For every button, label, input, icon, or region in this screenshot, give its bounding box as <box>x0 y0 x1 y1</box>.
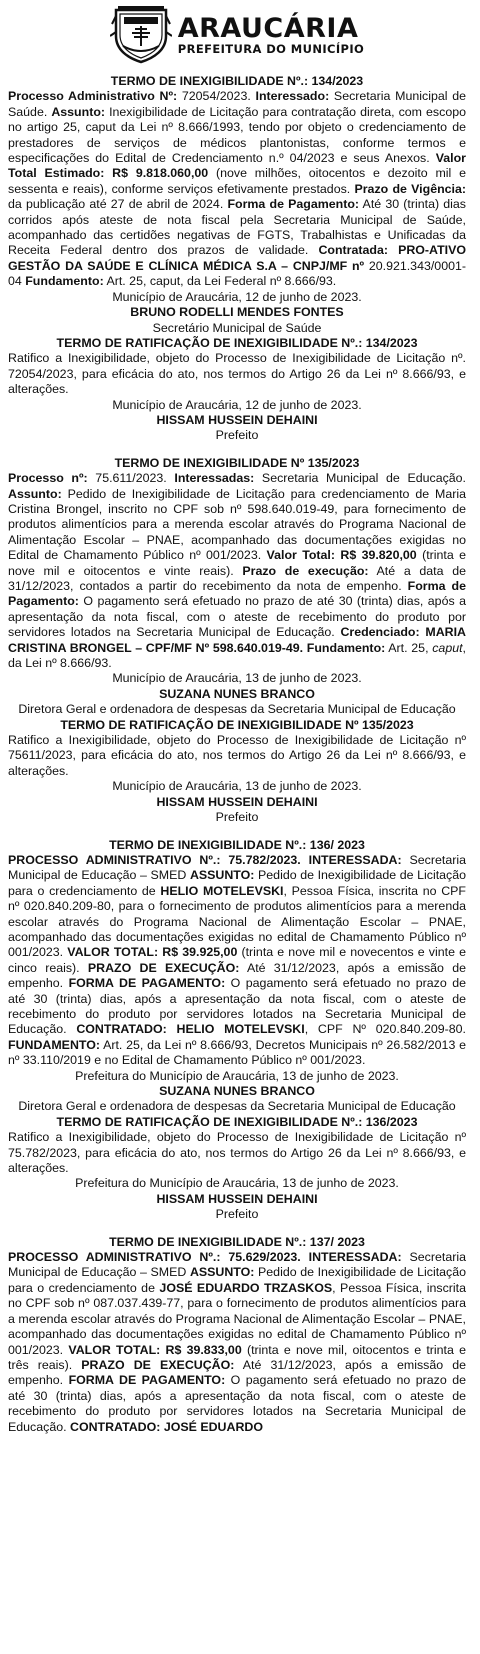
value: (trinta e nove mil e novecentos e vinte e cinco reais). <box>8 945 466 975</box>
ratification-135-signer: HISSAM HUSSEIN DEHAINI <box>156 794 318 809</box>
value-italic: caput <box>432 640 463 655</box>
label: ASSUNTO: <box>189 1265 255 1280</box>
term-135-date: Município de Araucária, 13 de junho de 2023. <box>112 671 362 686</box>
label: Forma de Pagamento: <box>227 197 360 212</box>
label: Interessado: <box>255 89 330 104</box>
header <box>8 4 466 66</box>
ratification-136-date: Prefeitura do Município de Araucária, 13 de junho de 2023. <box>75 1176 399 1191</box>
term-135 <box>8 456 466 826</box>
value: Secretaria Municipal de Educação. <box>254 471 467 486</box>
term-135-role: Diretora Geral e ordenadora de despesas da Secretaria Municipal de Educação <box>18 702 456 717</box>
value: (trinta e nove mil e oitocentos e vinte reais). <box>8 548 466 578</box>
label: CONTRATADO: HELIO MOTELEVSKI <box>76 1022 305 1037</box>
value: Pedido de Inexigibilidade de Licitação para o credenciamento de <box>8 1265 467 1295</box>
label: Processo Administrativo Nº: <box>8 89 178 104</box>
value: Secretaria Municipal de Saúde. <box>8 89 466 119</box>
value: O pagamento será efetuado no prazo de até 30 (trinta) dias, após a apresentação da nota fiscal, com o ateste de recebimento do produto por servidores lotados na Secretaria Municipal de Educação. <box>8 1373 466 1434</box>
label: Valor Total Estimado: R$ 9.818.060,00 <box>8 151 466 181</box>
ratification-135-date: Município de Araucária, 13 de junho de 2023. <box>112 779 362 794</box>
term-135-title: TERMO DE INEXIGIBILIDADE Nº 135/2023 <box>114 455 360 470</box>
value: Inexigibilidade de Licitação para contratação direta, com escopo no artigo 25, caput da Lei nº 8.666/1993, tendo por objeto o credenciamento de prestadores de serviços de médicos plantonistas, conforme termos e especificações do Edital de Credenciamento n.º 04/2023 e seus Anexos. <box>8 104 466 166</box>
label: Prazo de Vigência: <box>354 181 467 196</box>
ratification-136-title: TERMO DE RATIFICAÇÃO DE INEXIGIBILIDADE Nº.: 136/2023 <box>56 1114 418 1129</box>
term-134-role: Secretário Municipal de Saúde <box>152 320 322 335</box>
value: (trinta e nove mil, oitocentos e trinta e três reais). <box>8 1342 467 1372</box>
value: Até 30 (trinta) dias corridos após ateste de nota fiscal pela Secretaria Municipal de Saúde, acompanhado das certidões negativas de FGTS, Trabalhistas e Unificadas da Receita Federal dentro dos prazos de validade. <box>8 197 466 258</box>
label: PROCESSO ADMINISTRATIVO Nº.: 75.782/2023. INTERESSADA: <box>8 852 402 867</box>
brand-block <box>177 12 365 56</box>
value: , Pessoa Física, inscrita no CPF nº 020.840.209-80, para o fornecimento de produtos alimentícios para a merenda escolar através do Programa Nacional de Alimentação Escolar – PNAE, acompanhado das documentações exigidas no edital de Chamamento Público nº 001/2023. <box>8 883 466 960</box>
label: FUNDAMENTO: <box>8 1037 101 1052</box>
value: Até a data de 31/12/2023, contados a partir do recebimento da nota de empenho. <box>8 563 466 593</box>
value: 75.611/2023. <box>87 471 175 486</box>
term-136-title: TERMO DE INEXIGIBILIDADE Nº.: 136/ 2023 <box>109 837 365 852</box>
value: Até 31/12/2023, após a emissão de empenho. <box>8 960 466 991</box>
term-136 <box>8 838 466 1223</box>
label: VALOR TOTAL: R$ 39.833,00 <box>68 1342 242 1357</box>
label: Valor Total: R$ 39.820,00 <box>266 548 417 563</box>
value: Secretaria Municipal de Educação – SMED <box>8 1250 466 1280</box>
value: O pagamento será efetuado no prazo de até 30 (trinta) dias, após a apresentação da nota fiscal, com o ateste de recebimento do produto por servidores lotados na Secretaria Municipal de Educação. <box>8 976 466 1037</box>
value: Secretaria Municipal de Educação – SMED <box>8 852 466 883</box>
ratification-136-signer: HISSAM HUSSEIN DEHAINI <box>156 1191 318 1206</box>
ratification-134-signer: HISSAM HUSSEIN DEHAINI <box>156 412 318 427</box>
value: da publicação até 27 de abril de 2024. <box>8 197 228 212</box>
label: PRAZO DE EXECUÇÃO: <box>81 1357 235 1372</box>
label: HELIO MOTELEVSKI <box>160 883 284 898</box>
term-136-date: Prefeitura do Município de Araucária, 13 de junho de 2023. <box>75 1068 399 1083</box>
term-134-signer: BRUNO RODELLI MENDES FONTES <box>130 305 344 320</box>
label: FORMA DE PAGAMENTO: <box>68 976 226 991</box>
value: (nove milhões, oitocentos e dezoito mil e sessenta e reais), conforme serviços efetivamente prestados. <box>8 166 467 196</box>
ratification-134-date: Município de Araucária, 12 de junho de 2023. <box>112 397 362 412</box>
value: Pedido de Inexigibilidade de Licitação para credenciamento de Maria Cristina Brongel, inscrito no CPF sob nº 598.640.019-49, para fornecimento de produtos alimentícios para a merenda escolar através do Programa Nacional de Alimentação Escolar – PNAE, acompanhado das documentações exigidas no Edital de Chamamento Público nº 001/2023. <box>8 486 466 563</box>
value: Pedido de Inexigibilidade de Licitação para o credenciamento de <box>8 868 467 898</box>
value: Art. 25, caput, da Lei Federal nº 8.666/93. <box>103 274 337 289</box>
label: CONTRATADO: JOSÉ EDUARDO <box>70 1419 263 1434</box>
label: JOSÉ EDUARDO TRZASKOS <box>159 1280 333 1295</box>
brand-subtitle: PREFEITURA DO MUNICÍPIO <box>177 41 365 56</box>
value: Até 31/12/2023, após a emissão de empenho. <box>8 1357 466 1388</box>
ratification-135-role: Prefeito <box>215 810 259 825</box>
term-135-body <box>8 471 466 671</box>
label: Fundamento: <box>25 274 104 289</box>
ratification-136-text: Ratifico a Inexigibilidade, objeto do Processo de Inexigibilidade de Licitação nº 75.782/2023, para eficácia do ato, nos termos do Artigo 26 da Lei nº 8.666/93, e alterações. <box>8 1130 466 1176</box>
ratification-134-title: TERMO DE RATIFICAÇÃO DE INEXIGIBILIDADE Nº.: 134/2023 <box>56 335 418 350</box>
value: 72054/2023. <box>177 89 256 104</box>
label: PROCESSO ADMINISTRATIVO Nº.: 75.629/2023. INTERESSADA: <box>8 1250 402 1265</box>
value: 20.921.343/0001-04 <box>8 258 466 289</box>
ratification-135-title: TERMO DE RATIFICAÇÃO DE INEXIGIBILIDADE Nº 135/2023 <box>60 717 414 732</box>
label: Assunto: <box>51 104 106 119</box>
label: Interessadas: <box>174 471 255 486</box>
label: FORMA DE PAGAMENTO: <box>68 1373 226 1388</box>
value: Art. 25, da Lei nº 8.666/93, Decretos Municipais nº 26.582/2013 e nº 33.110/2019 e no Edital de Chamamento Público nº 001/2023. <box>8 1037 466 1068</box>
label: Prazo de execução: <box>242 563 369 578</box>
label: Credenciado: MARIA CRISTINA BRONGEL – CPF/MF Nº 598.640.019-49. Fundamento: <box>8 625 466 655</box>
value: , Pessoa Física, inscrita no CPF sob nº 087.037.439-77, para o fornecimento de produtos alimentícios para a merenda escolar através do Programa Nacional de Alimentação Escolar – PNAE, acompanhado das documentações exigidas no edital de Chamamento Público nº 001/2023. <box>8 1280 467 1357</box>
term-137 <box>8 1235 466 1435</box>
term-136-signer: SUZANA NUNES BRANCO <box>159 1084 315 1098</box>
label: ASSUNTO: <box>189 868 255 883</box>
term-137-title: TERMO DE INEXIGIBILIDADE Nº.: 137/ 2023 <box>109 1234 365 1249</box>
label: Forma de Pagamento: <box>8 579 466 609</box>
label: VALOR TOTAL: R$ 39.925,00 <box>67 945 238 960</box>
brand-name: ARAUCÁRIA <box>177 12 359 44</box>
term-134-body <box>8 89 466 289</box>
value: , CPF Nº 020.840.209-80. <box>304 1022 466 1037</box>
term-134-date: Município de Araucária, 12 de junho de 2023. <box>112 289 362 304</box>
value: O pagamento será efetuado no prazo de até 30 (trinta) dias, após a apresentação da nota fiscal, com o ateste de recebimento do produto por servidores lotados na Secretaria Municipal de Educação. <box>8 594 466 640</box>
term-136-body <box>8 853 466 1069</box>
term-137-body <box>8 1250 466 1435</box>
value: , da Lei nº 8.666/93. <box>8 640 466 671</box>
label: Assunto: <box>8 486 62 501</box>
term-134 <box>8 74 466 444</box>
label: Processo nº: <box>8 471 88 486</box>
term-134-title: TERMO DE INEXIGIBILIDADE Nº.: 134/2023 <box>110 74 364 88</box>
label: Contratada: PRO-ATIVO GESTÃO DA SAÚDE E CLÍNICA MÉDICA S.A – CNPJ/MF nº <box>8 243 467 273</box>
term-136-role: Diretora Geral e ordenadora de despesas da Secretaria Municipal de Educação <box>18 1099 456 1114</box>
municipal-crest-icon <box>110 6 172 64</box>
label: PRAZO DE EXECUÇÃO: <box>87 960 240 975</box>
ratification-134-role: Prefeito <box>215 428 259 443</box>
ratification-136-role: Prefeito <box>215 1207 259 1222</box>
ratification-134-text: Ratifico a Inexigibilidade, objeto do Processo de Inexigibilidade de Licitação nº. 72054/2023, para eficácia do ato, nos termos do Artigo 26 da Lei nº 8.666/93, e alterações. <box>8 351 466 397</box>
ratification-135-text: Ratifico a Inexigibilidade, objeto do Processo de Inexigibilidade de Licitação nº 75611/2023, para eficácia do ato, nos termos do Artigo 26 da Lei nº 8.666/93, e alterações. <box>8 733 466 778</box>
value: Art. 25, <box>385 640 433 655</box>
term-135-signer: SUZANA NUNES BRANCO <box>159 686 315 701</box>
